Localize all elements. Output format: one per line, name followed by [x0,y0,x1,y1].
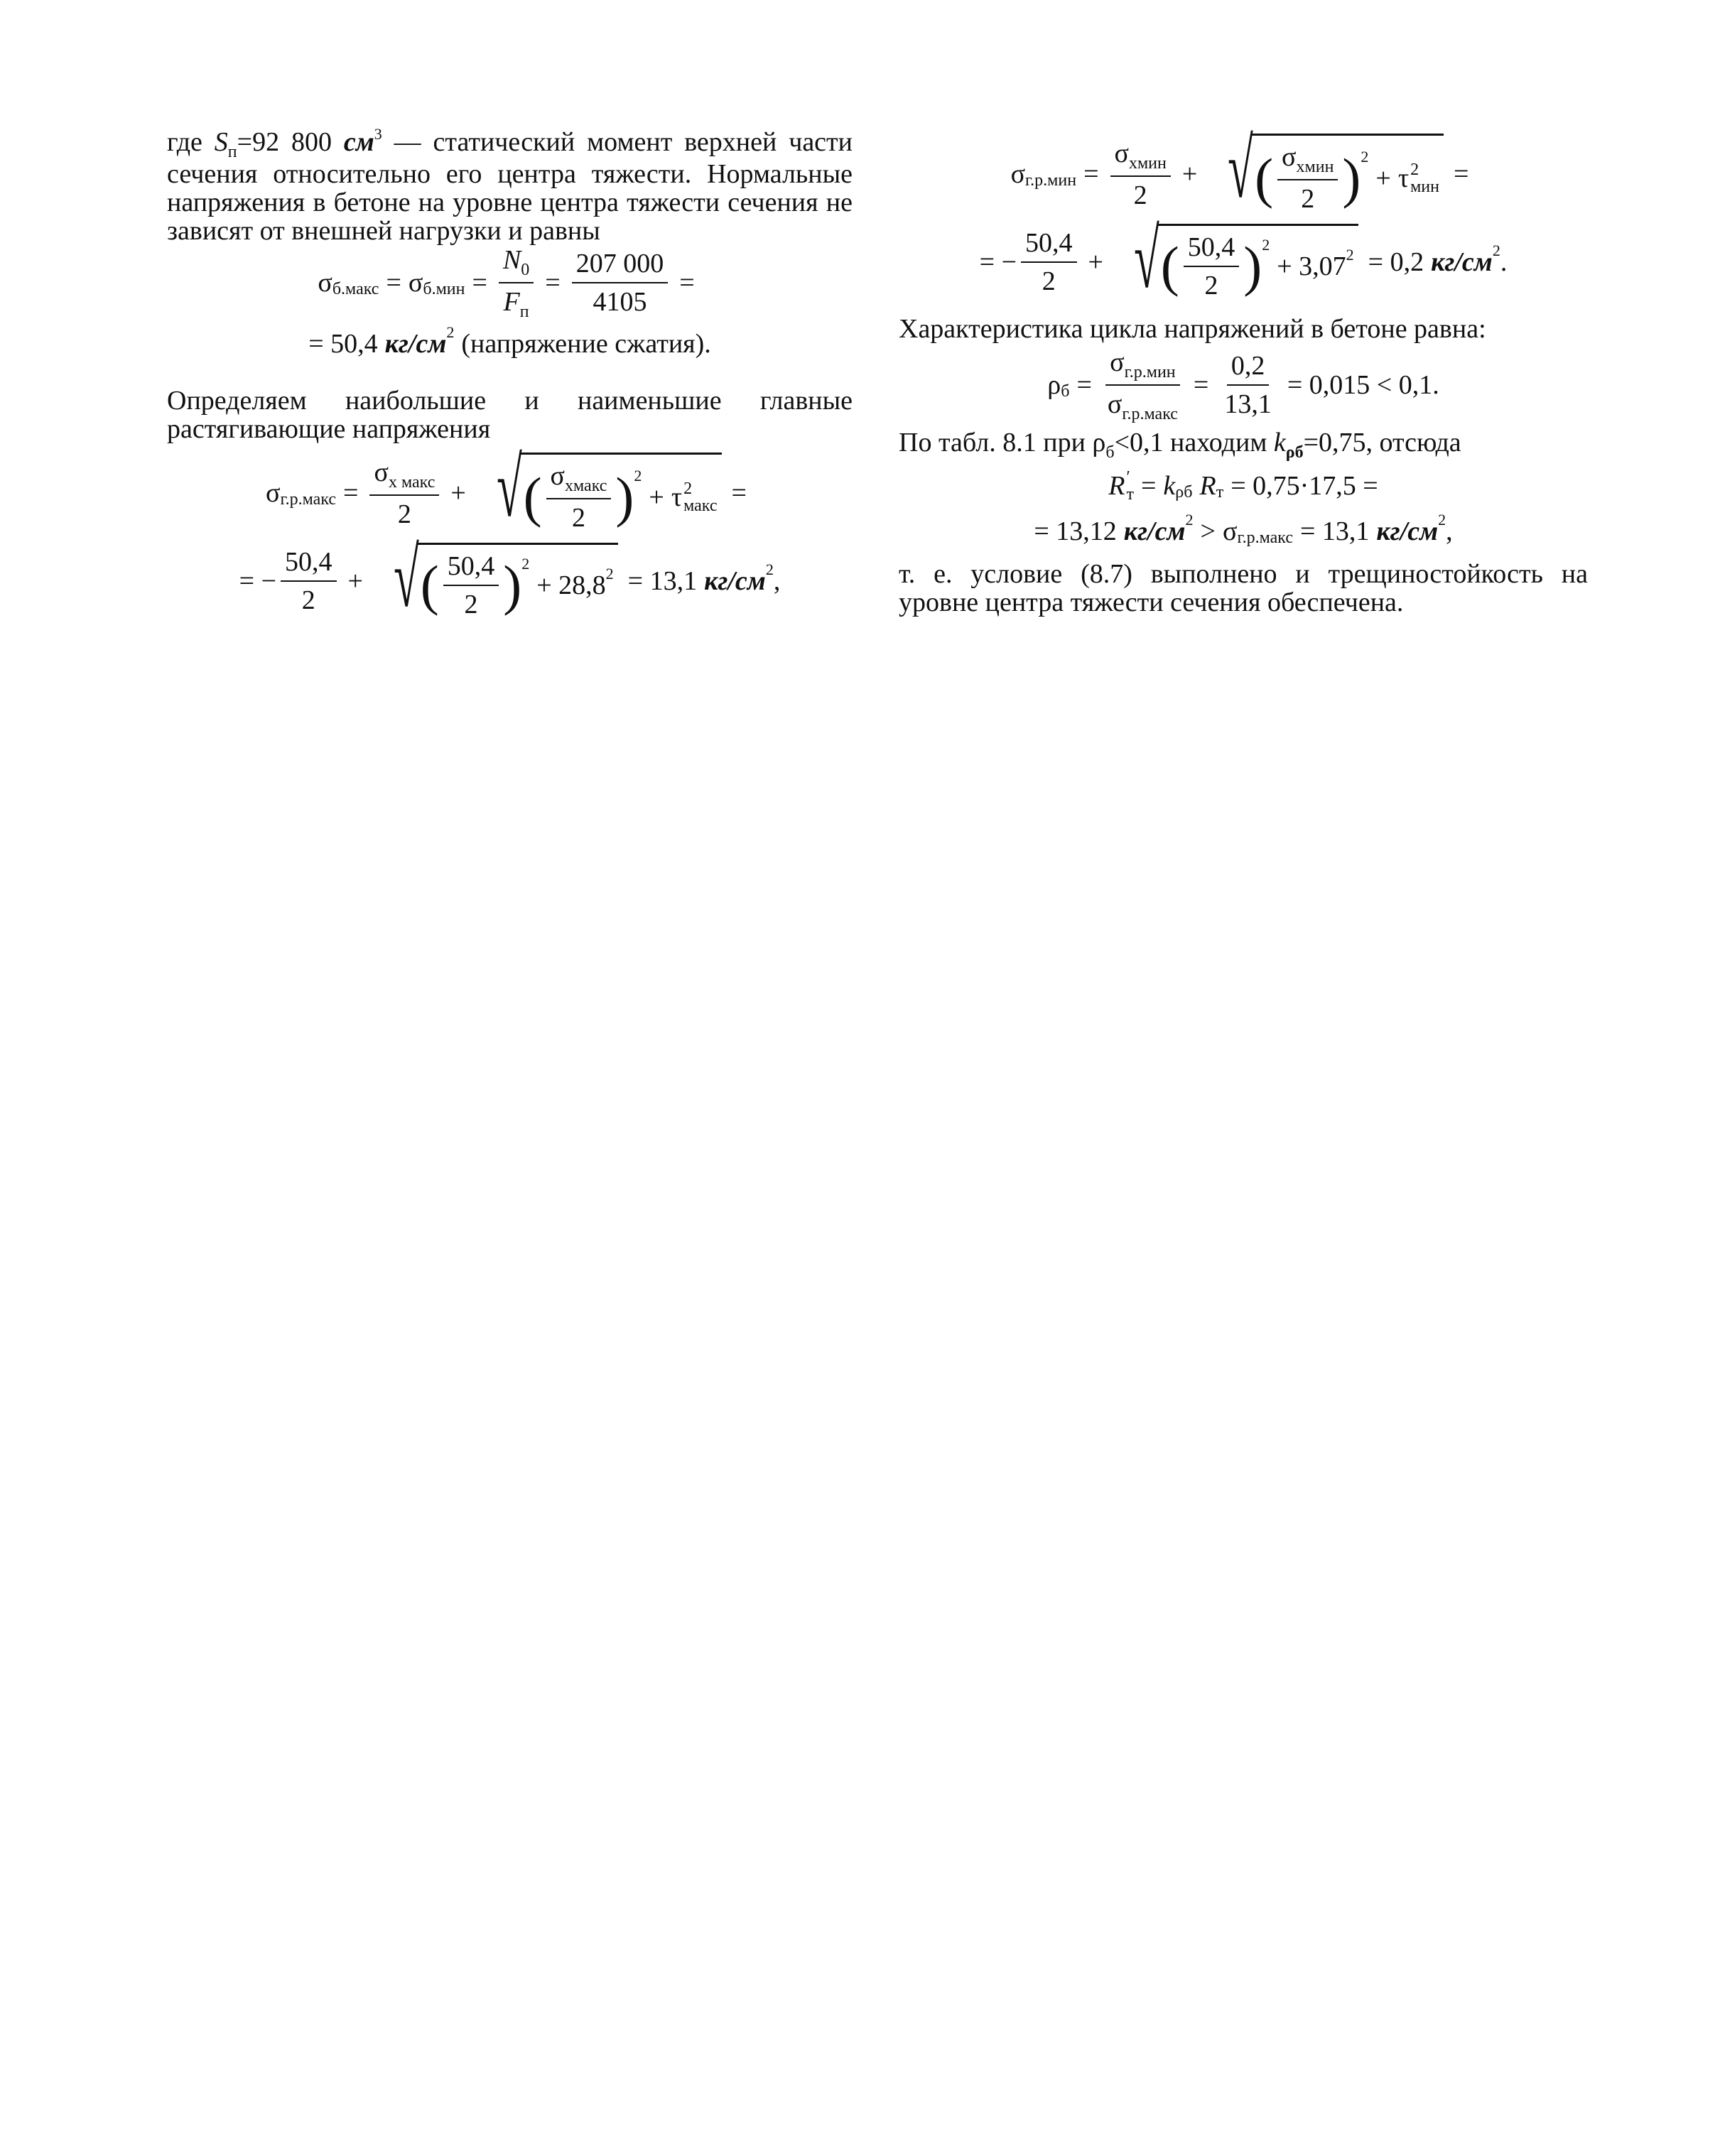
numerator: 50,4 [281,546,337,582]
op: + [1181,159,1198,189]
sym-tau: τ [671,482,683,512]
sub: т [1216,482,1224,502]
value: = 50,4 [308,329,378,359]
equation-sigma-b-result [167,323,853,365]
paragraph-cycle-characteristic: Характеристика цикла напряжений в бетоне равна: [899,314,1486,344]
sub: ρб [1175,482,1193,502]
sub: 0 [521,261,530,279]
op: = [472,268,487,298]
sub: ρб [1285,443,1304,462]
denominator: 2 [464,589,478,619]
op: = [731,478,747,508]
op: = [1140,471,1157,501]
sub: б [1061,381,1070,401]
sub: т [1126,485,1134,504]
unit: кг/см [384,329,447,359]
unit: кг/см [1123,516,1186,546]
paragraph-static-moment [167,125,853,246]
unit-sup: 2 [446,323,455,341]
sym: σ [1010,159,1026,189]
unit-sup: 2 [1185,511,1194,529]
paragraph-conclusion: т. е. условие (8.7) выполнено и трещиностойкость на уровне центра тяжести сечения обеспечена. [899,559,1588,617]
left-column [167,125,853,624]
denominator: 2 [571,503,585,533]
fraction [443,551,499,620]
fraction [1021,227,1077,297]
sym: σ [1114,138,1129,168]
sub: б.макс [332,279,379,298]
unit-cm: см [343,127,374,157]
fraction [546,460,612,533]
unit: кг/см [1376,516,1439,546]
sqrt: √ ( $\frac{\sigma_{xмин}}{2}$ ) 2 + τ 2 мин [1207,134,1444,215]
note: (напряжение сжатия). [461,329,711,359]
text: =0,75, отсюда [1303,428,1461,457]
sym-N: N [502,245,521,275]
op: > [1200,516,1216,546]
equation-sigma-b [167,245,853,321]
sup: 2 [1361,147,1369,166]
fraction [369,457,439,530]
value: + 3,07 [1277,251,1346,281]
sup: 2 [1346,245,1354,264]
paragraph-table-lookup [899,428,1588,460]
op: = − [239,566,277,596]
fraction-N0-Fp [499,244,534,321]
denominator: 13,1 [1224,389,1272,419]
sqrt: √ ( $\frac{50,4}{2}$ ) 2 + 28,8 2 [373,543,618,620]
right-column [899,122,1588,617]
op: = [1453,159,1469,189]
equation-sigma-min-result [899,212,1588,305]
sub: мин [1410,177,1439,196]
sub: г.р.макс [280,489,337,509]
op: = − [979,247,1017,277]
symbol-S: S [214,127,228,157]
fraction [281,546,337,616]
text: <0,1 находим [1114,428,1267,457]
denominator: 2 [1204,270,1218,300]
denominator: 2 [1301,184,1315,214]
sym: σ [408,268,423,298]
equation-rho [899,346,1588,424]
numerator: 50,4 [443,551,499,586]
fraction [1184,232,1240,301]
op: = [1076,370,1092,400]
op: = [1193,370,1209,400]
symbol-S-sub: п [227,143,237,161]
value: = 0,015 < 0,1. [1287,370,1439,400]
op: + [1375,163,1391,193]
sup: 2 [683,479,693,498]
fraction-numeric [572,248,669,318]
punct: , [773,566,781,596]
fraction [1277,141,1338,215]
sym-F: F [503,287,520,317]
unit-sup: 3 [374,125,382,143]
value: = 0,75·17,5 = [1230,471,1378,501]
paragraph-principal-stresses: Определяем наибольшие и наименьшие главные растягивающие напряжения [167,386,853,444]
sub: б.мин [423,279,465,298]
sub: xмин [1296,158,1334,176]
sym: σ [266,478,281,508]
sub: xмакс [565,477,607,495]
sqrt: √ ( $\frac{\sigma_{xмакс}}{2}$ ) 2 + τ 2 макс [476,453,722,533]
denominator: 2 [397,499,411,529]
equation-sigma-max [167,441,853,536]
sym-rho: ρ [1047,370,1061,400]
numerator: 50,4 [1021,227,1077,263]
unit-sup: 2 [765,560,774,578]
equation-sigma-min [899,122,1588,217]
sub: г.р.мин [1025,170,1077,190]
op: + [450,478,466,508]
sup: 2 [605,564,614,583]
value: = 13,1 [627,566,698,596]
sym-k: k [1273,428,1286,457]
sub: макс [683,496,718,515]
text-lead: где [167,127,202,157]
value: = 13,12 [1034,516,1117,546]
sup: ′ [1126,468,1130,487]
sym-tau: τ [1397,163,1410,193]
sym: σ [1282,142,1297,172]
sup: 2 [521,554,530,573]
equation-sigma-max-result [167,531,853,624]
op: + [1088,247,1103,277]
value: + 28,8 [536,570,606,600]
sym: σ [1110,347,1125,377]
op: + [347,566,363,596]
fraction [1103,347,1182,423]
sym: σ [318,268,332,298]
sub: x макс [388,472,436,492]
numerator: 0,2 [1227,350,1270,386]
unit-sup: 2 [1492,242,1500,259]
sym: σ [1107,389,1123,419]
sym: σ [1222,516,1238,546]
sym-R: R [1199,471,1216,501]
sub: xмин [1128,153,1167,173]
denominator: 2 [1042,266,1056,296]
sup: 2 [1410,160,1419,179]
sym: σ [550,461,566,491]
op: = [343,478,359,508]
sym: σ [374,457,389,487]
denominator: 2 [301,585,315,615]
punct: , [1446,516,1453,546]
equation-Rt [899,465,1588,507]
fraction [1220,350,1276,420]
sym-k: k [1163,471,1176,501]
unit: кг/см [1431,247,1493,277]
sqrt: √ ( $\frac{50,4}{2}$ ) 2 + 3,07 2 [1113,224,1358,301]
op: = [386,268,401,298]
punct: . [1500,247,1508,277]
value: = 13,1 [1299,516,1370,546]
equation-Rt-result [899,510,1588,553]
sup: 2 [1262,235,1270,254]
denominator: 2 [1133,180,1147,210]
op: = [1083,159,1099,189]
op: + [649,482,664,512]
numerator: 50,4 [1184,232,1240,267]
denominator: 4105 [593,287,647,317]
sub: г.р.макс [1237,528,1293,547]
numerator: 207 000 [572,248,669,283]
unit-sup: 2 [1438,511,1446,529]
sub: б [1105,443,1115,462]
value: = 0,2 [1368,247,1424,277]
sub: г.р.макс [1122,405,1178,423]
sub: п [519,303,529,321]
sup: 2 [634,466,642,484]
sub: г.р.мин [1124,363,1176,381]
text: По табл. 8.1 при ρ [899,428,1106,457]
op: = [679,268,695,298]
sym-R: R [1108,471,1125,501]
text-rest: — статический момент верхней части сечения относительно его центра тяжести. Нормальные напряжения в бетоне на уровне центра тяжести сечения не зависят от внешней нагрузки и равны [167,127,853,246]
fraction [1110,138,1171,211]
unit: кг/см [704,566,766,596]
op: = [545,268,561,298]
value-S: =92 800 [237,127,332,157]
